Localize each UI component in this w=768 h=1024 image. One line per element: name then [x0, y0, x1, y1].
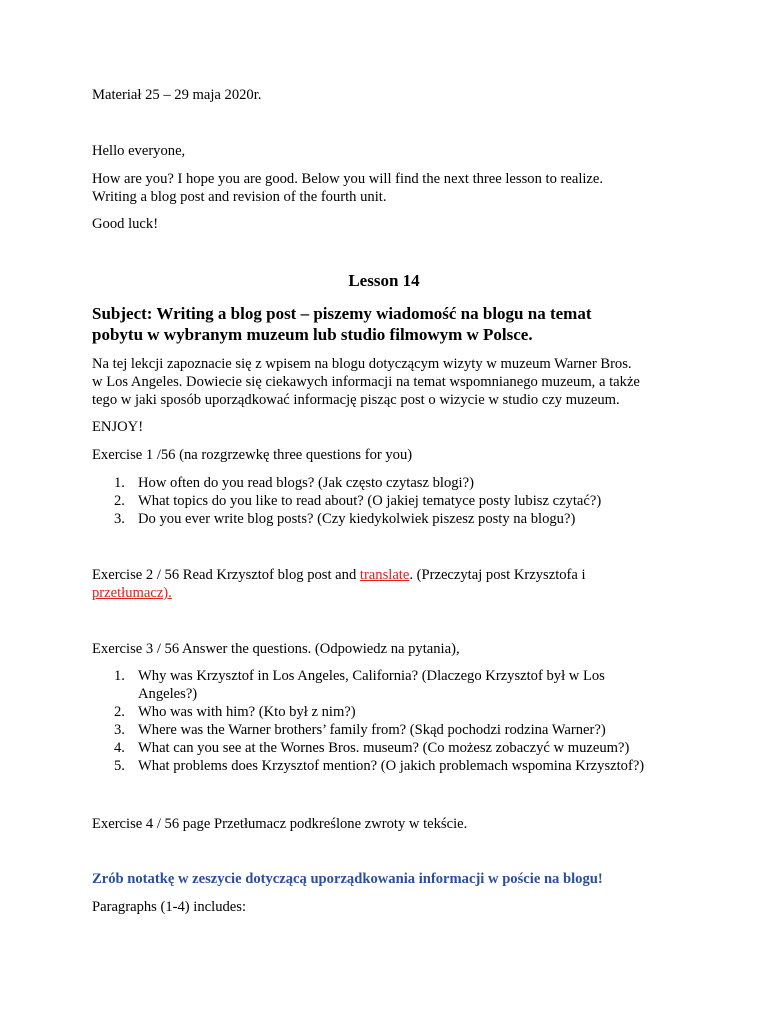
intro-line-1: How are you? I hope you are good. Below you will find the next three lesson to realize. [92, 171, 604, 187]
list-number: 1. [114, 668, 125, 684]
list-item [92, 703, 644, 721]
exercise-2-middle: . (Przeczytaj post Krzysztofa i [409, 567, 586, 583]
list-item-text: What problems does Krzysztof mention? (O jakich problemach wspomina Krzysztof?) [138, 758, 645, 774]
exercise-4-line: Exercise 4 / 56 page Przetłumacz podkreślone zwroty w tekście. [92, 816, 468, 832]
list-item-text: How often do you read blogs? (Jak często czytasz blogi?) [138, 475, 474, 491]
greeting: Hello everyone, [92, 143, 186, 159]
list-number: 2. [114, 493, 125, 509]
list-item [92, 667, 644, 703]
description-line-2: w Los Angeles. Dowiecie się ciekawych informacji na temat wspomnianego muzeum, a także [92, 374, 640, 390]
list-item-text: Why was Krzysztof in Los Angeles, California? (Dlaczego Krzysztof był w Los [138, 668, 605, 684]
paragraphs-line: Paragraphs (1-4) includes: [92, 899, 246, 915]
enjoy-text: ENJOY! [92, 419, 144, 435]
lesson-title: Lesson 14 [348, 271, 420, 290]
list-item-text: Who was with him? (Kto był z nim?) [138, 704, 356, 720]
list-item [92, 757, 644, 775]
list-item-text: What can you see at the Wornes Bros. museum? (Co możesz zobaczyć w muzeum?) [138, 740, 630, 756]
list-number: 5. [114, 758, 125, 774]
list-number: 3. [114, 722, 125, 738]
subject-line-2: pobytu w wybranym muzeum lub studio filmowym w Polsce. [92, 325, 533, 344]
translate-link-continued[interactable]: przetłumacz). [92, 585, 172, 601]
intro-line-2: Writing a blog post and revision of the fourth unit. [92, 189, 387, 205]
note-instruction: Zrób notatkę w zeszycie dotyczącą uporządkowania informacji w poście na blogu! [92, 871, 603, 887]
exercise-2-line [92, 566, 586, 584]
list-number: 2. [114, 704, 125, 720]
list-item [92, 474, 601, 492]
exercise-1-heading: Exercise 1 /56 (na rozgrzewkę three questions for you) [92, 447, 413, 463]
exercise-2-line-2 [92, 584, 172, 602]
list-number: 4. [114, 740, 125, 756]
list-item [92, 721, 644, 739]
list-item [92, 492, 601, 510]
description-line-3: tego w jaki sposób uporządkować informację pisząc post o wizycie w studio czy muzeum. [92, 392, 620, 408]
list-number: 1. [114, 475, 125, 491]
exercise-2-prefix: Exercise 2 / 56 Read Krzysztof blog post and [92, 567, 360, 583]
good-luck: Good luck! [92, 216, 159, 232]
exercise-3-heading: Exercise 3 / 56 Answer the questions. (Odpowiedz na pytania), [92, 641, 460, 657]
list-item [92, 510, 601, 528]
header-date-line: Materiał 25 – 29 maja 2020r. [92, 87, 262, 103]
list-number: 3. [114, 511, 125, 527]
description-line-1: Na tej lekcji zapoznacie się z wpisem na blogu dotyczącym wizyty w muzeum Warner Bros. [92, 356, 632, 372]
list-item-text: Do you ever write blog posts? (Czy kiedykolwiek piszesz posty na blogu?) [138, 511, 576, 527]
exercise-3-list [92, 667, 644, 775]
subject-line-1: Subject: Writing a blog post – piszemy wiadomość na blogu na temat [92, 304, 592, 323]
list-item-text-continued: Angeles?) [138, 686, 198, 702]
translate-link[interactable]: translate [359, 567, 410, 583]
list-item-text: Where was the Warner brothers’ family from? (Skąd pochodzi rodzina Warner?) [138, 722, 606, 738]
list-item [92, 739, 644, 757]
exercise-1-list [92, 474, 601, 528]
list-item-text: What topics do you like to read about? (O jakiej tematyce posty lubisz czytać?) [138, 493, 602, 509]
